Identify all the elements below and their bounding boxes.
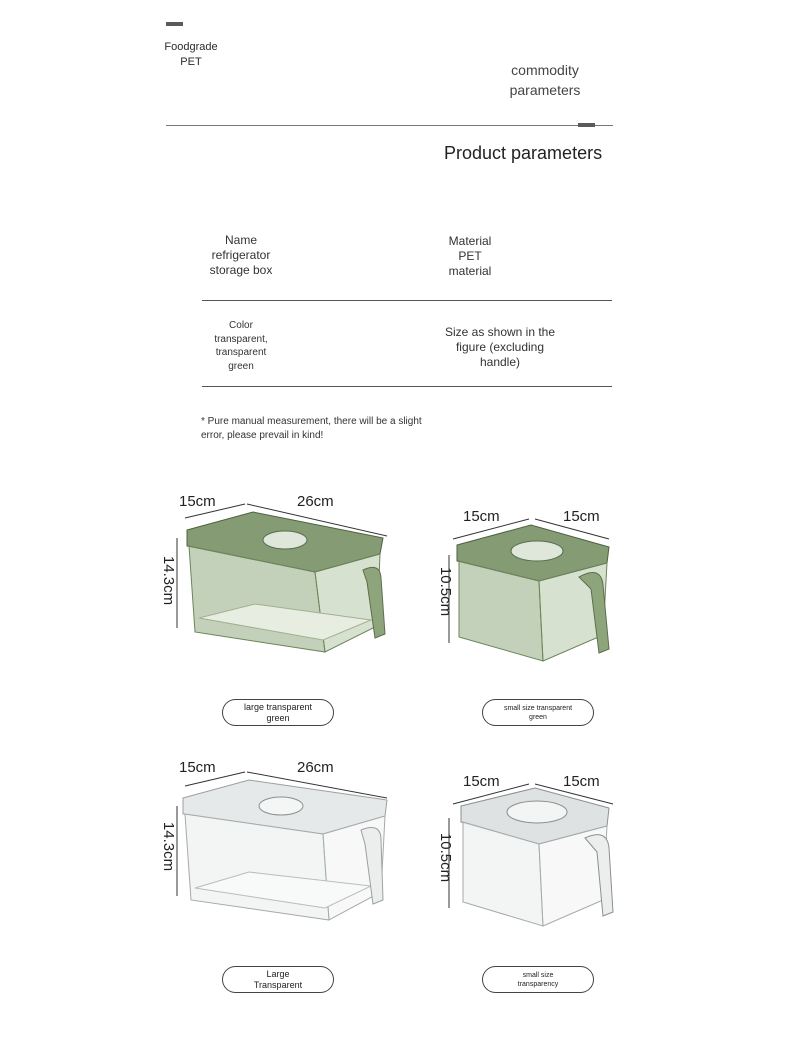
p3-label-line1: Large xyxy=(266,968,290,979)
param-size-line3: handle) xyxy=(479,355,521,369)
material-badge xyxy=(150,40,232,70)
p4-length-label: 15cm xyxy=(563,773,600,790)
header-tick-right xyxy=(578,123,595,127)
p2-label xyxy=(482,699,594,726)
p3-box-image xyxy=(175,768,405,918)
p2-length-label: 15cm xyxy=(563,508,600,525)
param-size xyxy=(430,325,570,370)
material-badge-line2: PET xyxy=(180,56,202,68)
param-name xyxy=(196,233,286,278)
p2-vent xyxy=(511,541,563,561)
p3-label-line2: Transparent xyxy=(253,979,303,990)
param-size-line2: figure (excluding xyxy=(455,340,545,354)
param-material-value2: material xyxy=(448,264,492,278)
p4-label-line1: small size xyxy=(522,971,554,979)
param-color xyxy=(201,319,281,373)
section-label xyxy=(480,60,610,100)
p1-vent xyxy=(263,531,307,549)
p1-label-line1: large transparent xyxy=(243,701,313,712)
p4-vent xyxy=(507,801,567,823)
section-label-line1: commodity xyxy=(511,62,579,78)
p4-label-line2: transparency xyxy=(517,980,559,988)
param-color-label: Color xyxy=(229,320,253,331)
header-divider xyxy=(166,125,613,126)
measurement-note-line2: error, please prevail in kind! xyxy=(201,429,324,441)
p1-box-image xyxy=(175,500,405,650)
param-color-value1: transparent, xyxy=(214,333,268,345)
param-name-value2: storage box xyxy=(209,263,273,277)
p2-height-label: 10.5cm xyxy=(437,566,455,617)
p4-label xyxy=(482,966,594,993)
param-divider-2 xyxy=(202,386,612,387)
measurement-note-line1: * Pure manual measurement, there will be a slight xyxy=(201,416,422,427)
param-name-label: Name xyxy=(224,233,257,247)
header-tick-left xyxy=(166,22,183,26)
p4-height-label: 10.5cm xyxy=(437,832,455,883)
p2-box-image xyxy=(447,515,627,665)
param-material xyxy=(430,234,510,279)
p3-label xyxy=(222,966,334,993)
p4-box-image xyxy=(447,780,627,930)
param-name-value1: refrigerator xyxy=(211,248,271,262)
p3-height-label: 14.3cm xyxy=(160,821,178,872)
p1-dim-line-width xyxy=(185,504,245,518)
p1-width-label: 15cm xyxy=(179,493,216,510)
param-material-label: Material xyxy=(448,234,492,248)
p3-width-label: 15cm xyxy=(179,759,216,776)
p1-length-label: 26cm xyxy=(297,493,334,510)
param-size-line1: Size as shown in the xyxy=(444,325,556,339)
p2-width-label: 15cm xyxy=(463,508,500,525)
param-material-value1: PET xyxy=(458,249,482,263)
p1-label-line2: green xyxy=(266,712,290,723)
param-color-value2: transparent xyxy=(215,347,267,358)
material-badge-line1: Foodgrade xyxy=(164,41,218,53)
param-divider-1 xyxy=(202,300,612,301)
p1-label xyxy=(222,699,334,726)
p4-width-label: 15cm xyxy=(463,773,500,790)
p3-vent xyxy=(259,797,303,815)
section-label-line2: parameters xyxy=(509,82,581,98)
p1-height-label: 14.3cm xyxy=(160,555,178,606)
p3-length-label: 26cm xyxy=(297,759,334,776)
param-color-value3: green xyxy=(228,360,254,372)
p2-label-line1: small size transparent xyxy=(503,704,573,712)
measurement-note xyxy=(201,415,422,442)
p2-label-line2: green xyxy=(529,713,547,721)
page-title: Product parameters xyxy=(444,143,603,163)
